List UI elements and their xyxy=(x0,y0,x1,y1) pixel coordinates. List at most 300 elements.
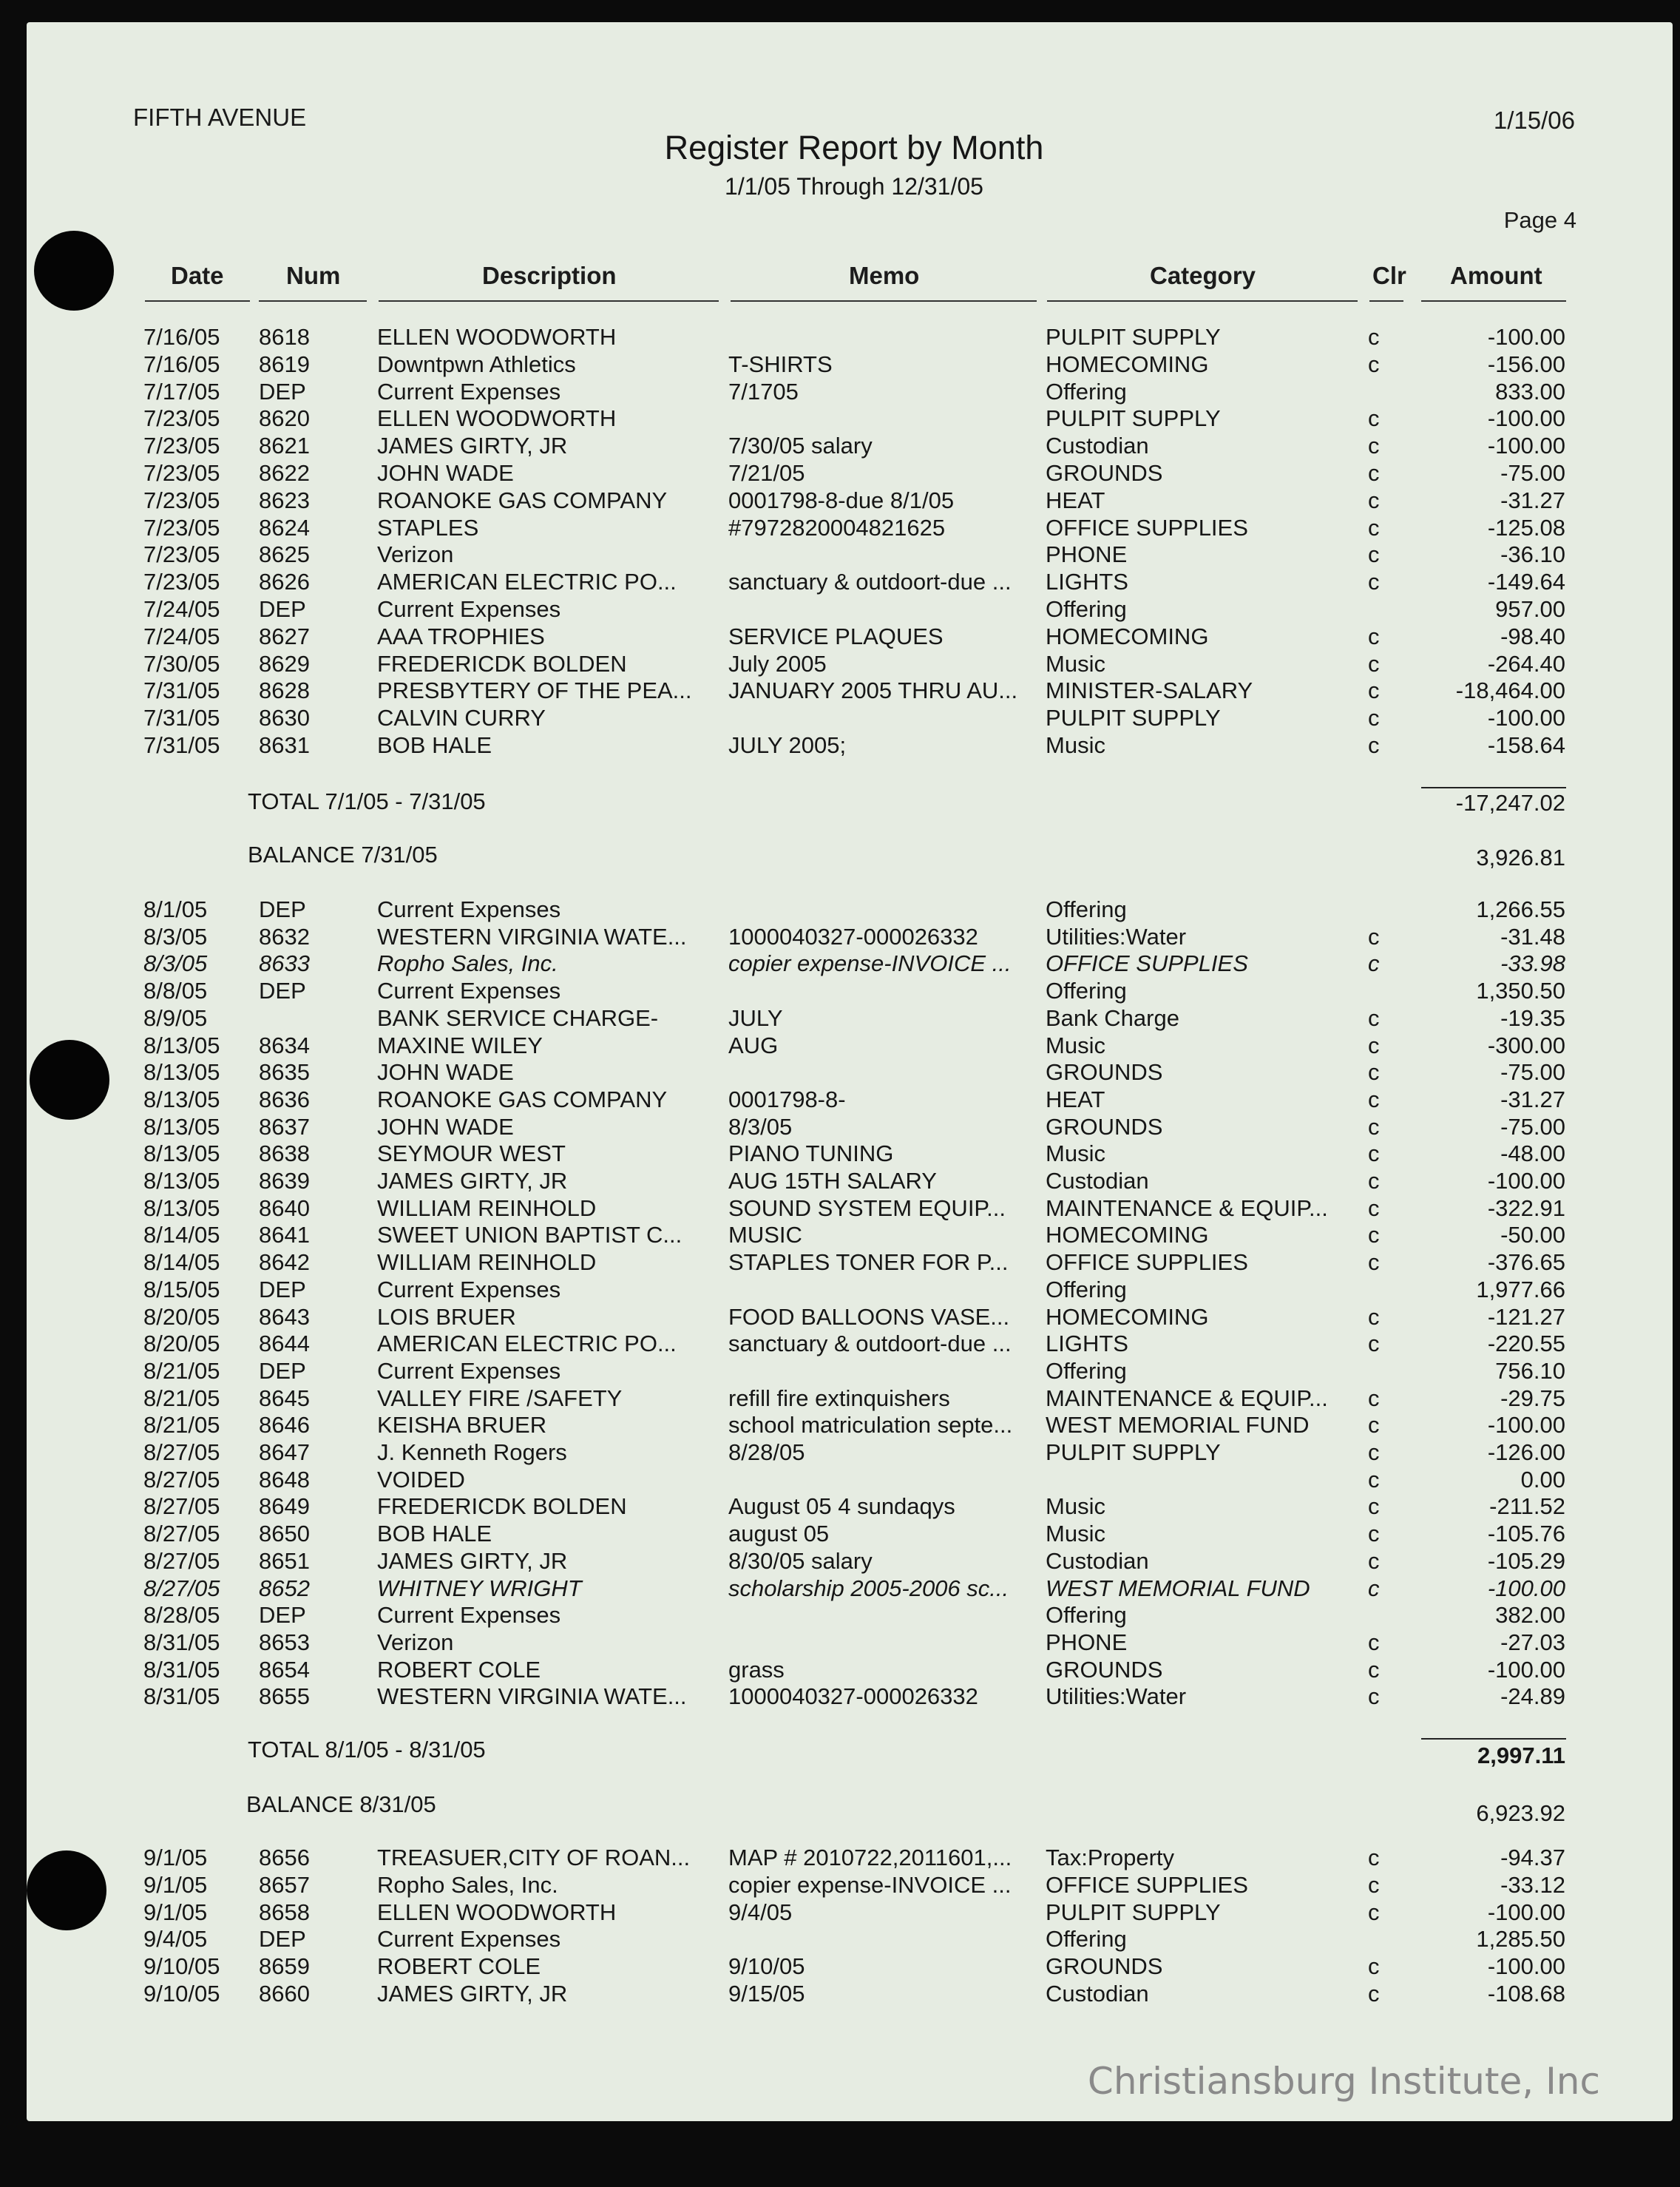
header-rule xyxy=(379,300,719,302)
row-category: Offering xyxy=(1046,596,1127,622)
row-date: 7/31/05 xyxy=(143,732,220,758)
row-num: DEP xyxy=(259,1926,306,1953)
row-memo: #7972820004821625 xyxy=(728,514,946,541)
row-num: 8629 xyxy=(259,650,310,677)
row-amount: -29.75 xyxy=(1500,1385,1565,1411)
row-description: Current Expenses xyxy=(377,1602,561,1629)
row-date: 8/31/05 xyxy=(143,1683,220,1710)
row-num: 8647 xyxy=(259,1439,310,1465)
row-cleared: c xyxy=(1368,732,1380,758)
row-category: HOMECOMING xyxy=(1046,623,1209,649)
row-amount: -121.27 xyxy=(1487,1303,1565,1330)
row-memo: 8/30/05 salary xyxy=(728,1547,873,1574)
column-header-amount: Amount xyxy=(1450,262,1542,289)
row-num: 8641 xyxy=(259,1222,310,1248)
row-num: 8622 xyxy=(259,460,310,486)
row-amount: 756.10 xyxy=(1495,1357,1565,1384)
table-row xyxy=(0,324,1680,351)
row-amount: -24.89 xyxy=(1500,1683,1565,1710)
table-row xyxy=(0,487,1680,515)
table-row xyxy=(0,1385,1680,1413)
row-date: 8/13/05 xyxy=(143,1113,220,1140)
row-description: ROANOKE GAS COMPANY xyxy=(377,487,668,513)
row-category: Offering xyxy=(1046,1357,1127,1384)
row-memo: JANUARY 2005 THRU AU... xyxy=(728,677,1018,704)
row-amount: -264.40 xyxy=(1487,650,1565,677)
row-amount: -211.52 xyxy=(1489,1493,1565,1520)
row-memo: T-SHIRTS xyxy=(728,351,833,377)
table-row xyxy=(0,1086,1680,1114)
row-category: OFFICE SUPPLIES xyxy=(1046,1871,1248,1898)
row-memo: 1000040327-000026332 xyxy=(728,923,978,950)
row-date: 9/1/05 xyxy=(143,1845,208,1870)
row-amount: -98.40 xyxy=(1500,623,1565,649)
row-date: 8/9/05 xyxy=(143,1004,208,1031)
row-amount: -31.27 xyxy=(1500,487,1565,513)
row-amount: -75.00 xyxy=(1500,1059,1565,1086)
row-category: Music xyxy=(1046,732,1105,758)
row-category: Music xyxy=(1046,1140,1105,1167)
header-rule xyxy=(1421,300,1566,302)
row-description: PRESBYTERY OF THE PEA... xyxy=(377,677,692,704)
row-num: 8620 xyxy=(259,405,310,432)
table-row xyxy=(0,1195,1680,1223)
row-num: 8653 xyxy=(259,1629,310,1655)
row-amount: -149.64 xyxy=(1487,569,1565,595)
row-cleared: c xyxy=(1368,1439,1380,1465)
table-row xyxy=(0,1304,1680,1331)
row-amount: -31.48 xyxy=(1500,923,1565,950)
row-date: 8/8/05 xyxy=(143,978,208,1004)
row-cleared: c xyxy=(1368,1168,1380,1194)
row-cleared: c xyxy=(1368,1059,1380,1086)
row-memo: MUSIC xyxy=(728,1222,802,1248)
row-amount: 1,266.55 xyxy=(1476,896,1565,922)
row-amount: -300.00 xyxy=(1487,1032,1565,1058)
table-row xyxy=(0,1899,1680,1927)
row-description: FREDERICDK BOLDEN xyxy=(377,650,627,677)
table-row xyxy=(0,950,1680,978)
row-date: 7/31/05 xyxy=(143,705,220,731)
table-row xyxy=(0,1872,1680,1899)
row-date: 8/27/05 xyxy=(143,1493,220,1520)
row-description: LOIS BRUER xyxy=(377,1303,516,1330)
row-category: GROUNDS xyxy=(1046,1113,1163,1140)
row-amount: -376.65 xyxy=(1487,1249,1565,1276)
row-cleared: c xyxy=(1368,1899,1380,1925)
row-description: KEISHA BRUER xyxy=(377,1412,547,1439)
row-amount: -100.00 xyxy=(1487,1656,1565,1683)
row-date: 8/20/05 xyxy=(143,1303,220,1330)
row-cleared: c xyxy=(1368,487,1380,513)
row-amount: -108.68 xyxy=(1487,1981,1565,2007)
row-date: 7/23/05 xyxy=(143,460,220,486)
row-cleared: c xyxy=(1368,1113,1380,1140)
row-date: 7/31/05 xyxy=(143,677,220,704)
row-date: 8/13/05 xyxy=(143,1032,220,1058)
header-rule xyxy=(259,300,367,302)
row-amount: -100.00 xyxy=(1487,705,1565,731)
row-amount: -100.00 xyxy=(1487,1953,1565,1980)
row-description: ELLEN WOODWORTH xyxy=(377,1899,617,1925)
row-amount: -33.12 xyxy=(1500,1871,1565,1898)
table-row xyxy=(0,1222,1680,1249)
row-memo: 9/4/05 xyxy=(728,1899,793,1925)
row-amount: -126.00 xyxy=(1487,1439,1565,1465)
row-cleared: c xyxy=(1368,1845,1380,1870)
table-row xyxy=(0,460,1680,487)
row-date: 7/24/05 xyxy=(143,623,220,649)
row-category: Utilities:Water xyxy=(1046,1683,1187,1710)
row-num: 8623 xyxy=(259,487,310,513)
row-category: MINISTER-SALARY xyxy=(1046,677,1253,704)
july-balance-label: BALANCE 7/31/05 xyxy=(248,842,438,868)
row-description: ROBERT COLE xyxy=(377,1656,541,1683)
row-amount: 957.00 xyxy=(1495,596,1565,622)
table-row xyxy=(0,623,1680,651)
row-cleared: c xyxy=(1368,541,1380,568)
row-amount: -100.00 xyxy=(1487,405,1565,432)
table-row xyxy=(0,1657,1680,1684)
row-date: 8/21/05 xyxy=(143,1412,220,1439)
row-amount: -75.00 xyxy=(1500,460,1565,486)
row-amount: 1,285.50 xyxy=(1476,1926,1565,1953)
row-category: OFFICE SUPPLIES xyxy=(1046,950,1248,977)
row-description: SEYMOUR WEST xyxy=(377,1140,566,1167)
row-category: GROUNDS xyxy=(1046,1656,1163,1683)
row-num: 8636 xyxy=(259,1086,310,1112)
row-num: 8619 xyxy=(259,351,310,377)
row-description: JAMES GIRTY, JR xyxy=(377,1981,568,2007)
row-cleared: c xyxy=(1368,1547,1380,1574)
table-row xyxy=(0,1140,1680,1168)
row-num: DEP xyxy=(259,1602,306,1629)
row-memo: grass xyxy=(728,1656,785,1683)
row-description: BOB HALE xyxy=(377,732,492,758)
row-description: JAMES GIRTY, JR xyxy=(377,1168,568,1194)
row-memo: 1000040327-000026332 xyxy=(728,1683,978,1710)
row-description: WILLIAM REINHOLD xyxy=(377,1194,597,1221)
row-memo: 7/21/05 xyxy=(728,460,805,486)
row-date: 9/10/05 xyxy=(143,1953,220,1980)
row-date: 8/31/05 xyxy=(143,1656,220,1683)
row-num: 8648 xyxy=(259,1466,310,1493)
table-row xyxy=(0,405,1680,433)
row-memo: July 2005 xyxy=(728,650,827,677)
table-row xyxy=(0,1493,1680,1521)
august-balance-value: 6,923.92 xyxy=(1476,1800,1565,1826)
row-cleared: c xyxy=(1368,1331,1380,1357)
table-row xyxy=(0,1629,1680,1657)
table-row xyxy=(0,651,1680,678)
row-cleared: c xyxy=(1368,1249,1380,1276)
row-num: DEP xyxy=(259,896,306,922)
table-row xyxy=(0,1548,1680,1575)
row-category: Offering xyxy=(1046,896,1127,922)
row-category: Custodian xyxy=(1046,1547,1149,1574)
row-amount: 1,350.50 xyxy=(1476,978,1565,1004)
row-date: 8/27/05 xyxy=(143,1439,220,1465)
row-date: 8/27/05 xyxy=(143,1575,220,1601)
row-num: 8645 xyxy=(259,1385,310,1411)
row-description: STAPLES xyxy=(377,514,479,541)
table-row xyxy=(0,1358,1680,1385)
row-category: PHONE xyxy=(1046,1629,1128,1655)
row-cleared: c xyxy=(1368,1953,1380,1980)
table-row xyxy=(0,379,1680,406)
table-row xyxy=(0,1032,1680,1060)
row-category: Bank Charge xyxy=(1046,1004,1179,1031)
row-memo: 9/10/05 xyxy=(728,1953,805,1980)
row-description: ELLEN WOODWORTH xyxy=(377,405,617,432)
row-date: 7/30/05 xyxy=(143,650,220,677)
row-description: Downtpwn Athletics xyxy=(377,351,576,377)
row-cleared: c xyxy=(1368,1575,1380,1601)
row-cleared: c xyxy=(1368,1194,1380,1221)
row-num: 8628 xyxy=(259,677,310,704)
july-total-value: -17,247.02 xyxy=(1455,790,1565,816)
table-row xyxy=(0,732,1680,760)
row-cleared: c xyxy=(1368,1385,1380,1411)
row-num: 8625 xyxy=(259,541,310,568)
row-cleared: c xyxy=(1368,1004,1380,1031)
row-category: Tax:Property xyxy=(1046,1845,1175,1870)
row-date: 7/23/05 xyxy=(143,433,220,459)
row-memo: sanctuary & outdoort-due ... xyxy=(728,1331,1012,1357)
row-num: 8658 xyxy=(259,1899,310,1925)
row-amount: -100.00 xyxy=(1487,1899,1565,1925)
row-description: VALLEY FIRE /SAFETY xyxy=(377,1385,623,1411)
row-amount: -158.64 xyxy=(1487,732,1565,758)
table-row xyxy=(0,1277,1680,1304)
row-date: 7/24/05 xyxy=(143,596,220,622)
row-num: DEP xyxy=(259,378,306,405)
row-num: 8655 xyxy=(259,1683,310,1710)
row-num: 8659 xyxy=(259,1953,310,1980)
row-date: 8/3/05 xyxy=(143,923,208,950)
row-category: Offering xyxy=(1046,1926,1127,1953)
row-description: Ropho Sales, Inc. xyxy=(377,1871,558,1898)
row-cleared: c xyxy=(1368,1412,1380,1439)
page-number: Page 4 xyxy=(1503,207,1576,233)
row-memo: scholarship 2005-2006 sc... xyxy=(728,1575,1009,1601)
row-num: DEP xyxy=(259,1357,306,1384)
row-cleared: c xyxy=(1368,324,1380,350)
july-balance-value: 3,926.81 xyxy=(1476,845,1565,871)
column-header-memo: Memo xyxy=(849,262,920,289)
row-description: BANK SERVICE CHARGE- xyxy=(377,1004,659,1031)
row-date: 7/23/05 xyxy=(143,487,220,513)
row-category: Offering xyxy=(1046,1602,1127,1629)
row-date: 9/10/05 xyxy=(143,1981,220,2007)
row-amount: -220.55 xyxy=(1487,1331,1565,1357)
row-category: HOMECOMING xyxy=(1046,1222,1209,1248)
row-category: PULPIT SUPPLY xyxy=(1046,705,1221,731)
row-category: HEAT xyxy=(1046,1086,1105,1112)
row-date: 8/13/05 xyxy=(143,1140,220,1167)
row-cleared: c xyxy=(1368,514,1380,541)
row-description: Current Expenses xyxy=(377,1276,561,1302)
row-date: 7/23/05 xyxy=(143,514,220,541)
row-num: DEP xyxy=(259,978,306,1004)
row-num: 8660 xyxy=(259,1981,310,2007)
row-memo: SOUND SYSTEM EQUIP... xyxy=(728,1194,1006,1221)
row-amount: 833.00 xyxy=(1495,378,1565,405)
table-row xyxy=(0,596,1680,623)
row-description: BOB HALE xyxy=(377,1521,492,1547)
row-num: 8639 xyxy=(259,1168,310,1194)
row-category: PULPIT SUPPLY xyxy=(1046,405,1221,432)
table-row xyxy=(0,351,1680,379)
table-row xyxy=(0,1683,1680,1711)
row-num: 8651 xyxy=(259,1547,310,1574)
row-num: 8626 xyxy=(259,569,310,595)
table-row xyxy=(0,1005,1680,1032)
row-num: 8657 xyxy=(259,1871,310,1898)
row-num: 8635 xyxy=(259,1059,310,1086)
row-date: 8/27/05 xyxy=(143,1466,220,1493)
table-row xyxy=(0,1439,1680,1467)
row-category: LIGHTS xyxy=(1046,1331,1128,1357)
row-num: DEP xyxy=(259,596,306,622)
row-category: PULPIT SUPPLY xyxy=(1046,324,1221,350)
row-category: WEST MEMORIAL FUND xyxy=(1046,1412,1310,1439)
column-header-clr: Clr xyxy=(1372,262,1406,289)
row-num: 8649 xyxy=(259,1493,310,1520)
row-amount: -50.00 xyxy=(1500,1222,1565,1248)
row-category: GROUNDS xyxy=(1046,460,1163,486)
row-category: OFFICE SUPPLIES xyxy=(1046,514,1248,541)
table-row xyxy=(0,1575,1680,1603)
row-memo: JULY xyxy=(728,1004,783,1031)
table-row xyxy=(0,1168,1680,1195)
row-cleared: c xyxy=(1368,1871,1380,1898)
binder-hole-top xyxy=(34,231,114,311)
row-description: Current Expenses xyxy=(377,596,561,622)
row-description: ROBERT COLE xyxy=(377,1953,541,1980)
header-rule xyxy=(731,300,1037,302)
row-category: Offering xyxy=(1046,378,1127,405)
table-row xyxy=(0,1467,1680,1494)
row-memo: STAPLES TONER FOR P... xyxy=(728,1249,1009,1276)
row-date: 8/3/05 xyxy=(143,950,208,977)
row-description: Current Expenses xyxy=(377,978,561,1004)
row-num: 8652 xyxy=(259,1575,310,1601)
row-cleared: c xyxy=(1368,950,1380,977)
row-memo: SERVICE PLAQUES xyxy=(728,623,944,649)
row-category: WEST MEMORIAL FUND xyxy=(1046,1575,1310,1601)
row-description: WESTERN VIRGINIA WATE... xyxy=(377,923,687,950)
row-cleared: c xyxy=(1368,1032,1380,1058)
row-category: PULPIT SUPPLY xyxy=(1046,1899,1221,1925)
row-num: 8642 xyxy=(259,1249,310,1276)
row-memo: JULY 2005; xyxy=(728,732,847,758)
row-amount: -48.00 xyxy=(1500,1140,1565,1167)
column-header-date: Date xyxy=(171,262,224,289)
row-cleared: c xyxy=(1368,569,1380,595)
row-description: Verizon xyxy=(377,541,454,568)
row-category: GROUNDS xyxy=(1046,1953,1163,1980)
table-row xyxy=(0,1114,1680,1141)
row-memo: 7/1705 xyxy=(728,378,799,405)
row-description: AMERICAN ELECTRIC PO... xyxy=(377,569,677,595)
row-description: SWEET UNION BAPTIST C... xyxy=(377,1222,682,1248)
row-num: DEP xyxy=(259,1276,306,1302)
row-cleared: c xyxy=(1368,1521,1380,1547)
row-memo: copier expense-INVOICE ... xyxy=(728,950,1012,977)
table-row xyxy=(0,1059,1680,1086)
row-cleared: c xyxy=(1368,460,1380,486)
row-amount: -100.00 xyxy=(1487,324,1565,350)
row-num: 8627 xyxy=(259,623,310,649)
row-cleared: c xyxy=(1368,923,1380,950)
row-amount: -125.08 xyxy=(1487,514,1565,541)
table-row xyxy=(0,1521,1680,1548)
row-category: Music xyxy=(1046,1493,1105,1520)
row-num: 8638 xyxy=(259,1140,310,1167)
row-description: TREASUER,CITY OF ROAN... xyxy=(377,1845,691,1870)
row-cleared: c xyxy=(1368,1656,1380,1683)
row-category: HOMECOMING xyxy=(1046,351,1209,377)
july-total-label: TOTAL 7/1/05 - 7/31/05 xyxy=(248,788,486,814)
row-amount: -100.00 xyxy=(1487,433,1565,459)
row-memo: sanctuary & outdoort-due ... xyxy=(728,569,1012,595)
row-cleared: c xyxy=(1368,351,1380,377)
table-row xyxy=(0,1249,1680,1277)
row-description: MAXINE WILEY xyxy=(377,1032,543,1058)
row-amount: -322.91 xyxy=(1487,1194,1565,1221)
row-cleared: c xyxy=(1368,433,1380,459)
table-row xyxy=(0,1953,1680,1981)
row-category: PULPIT SUPPLY xyxy=(1046,1439,1221,1465)
row-num: 8621 xyxy=(259,433,310,459)
row-cleared: c xyxy=(1368,405,1380,432)
row-date: 7/23/05 xyxy=(143,569,220,595)
header-rule xyxy=(1047,300,1358,302)
table-row xyxy=(0,515,1680,542)
row-description: Current Expenses xyxy=(377,378,561,405)
row-memo: august 05 xyxy=(728,1521,830,1547)
table-row xyxy=(0,924,1680,951)
row-cleared: c xyxy=(1368,677,1380,704)
row-date: 8/20/05 xyxy=(143,1331,220,1357)
table-row xyxy=(0,705,1680,732)
org-name: FIFTH AVENUE xyxy=(133,104,307,131)
row-num: 8633 xyxy=(259,950,310,977)
row-description: AMERICAN ELECTRIC PO... xyxy=(377,1331,677,1357)
row-num: 8630 xyxy=(259,705,310,731)
row-memo: 9/15/05 xyxy=(728,1981,805,2007)
row-amount: -27.03 xyxy=(1500,1629,1565,1655)
august-balance-label: BALANCE 8/31/05 xyxy=(246,1791,436,1817)
row-description: JAMES GIRTY, JR xyxy=(377,433,568,459)
table-row xyxy=(0,677,1680,705)
row-description: JOHN WADE xyxy=(377,460,514,486)
row-date: 7/23/05 xyxy=(143,541,220,568)
row-cleared: c xyxy=(1368,1086,1380,1112)
row-memo: FOOD BALLOONS VASE... xyxy=(728,1303,1010,1330)
row-category: Music xyxy=(1046,1521,1105,1547)
table-row xyxy=(0,1412,1680,1439)
total-rule xyxy=(1421,1738,1566,1740)
row-date: 8/31/05 xyxy=(143,1629,220,1655)
row-num: 8631 xyxy=(259,732,310,758)
row-category: MAINTENANCE & EQUIP... xyxy=(1046,1385,1328,1411)
row-date: 8/27/05 xyxy=(143,1521,220,1547)
row-category: Music xyxy=(1046,1032,1105,1058)
table-row xyxy=(0,978,1680,1005)
row-date: 8/13/05 xyxy=(143,1086,220,1112)
